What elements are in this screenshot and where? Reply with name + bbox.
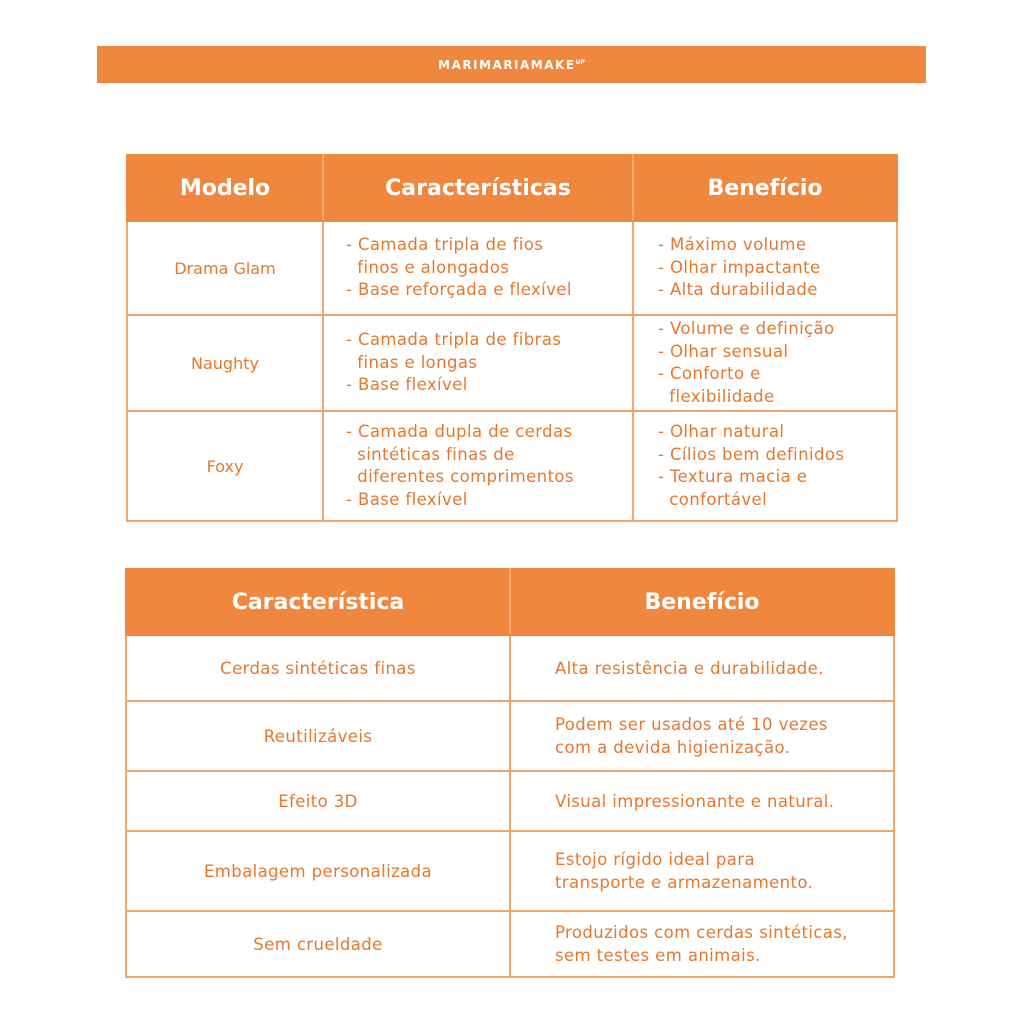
column-header-benefit: Benefício bbox=[633, 155, 897, 221]
characteristic-line: - Base reforçada e flexível bbox=[346, 280, 572, 300]
table-row bbox=[127, 411, 897, 521]
benefit-line: com a devida higienização. bbox=[555, 738, 791, 757]
benefit-line: - Cílios bem definidos bbox=[658, 444, 845, 464]
table-row bbox=[126, 701, 894, 771]
table-header-row bbox=[127, 155, 897, 221]
benefit-line: Estojo rígido ideal para bbox=[555, 850, 755, 869]
characteristic-line: - Base flexível bbox=[346, 489, 468, 509]
characteristic-line: diferentes comprimentos bbox=[346, 467, 574, 486]
benefit-line: transporte e armazenamento. bbox=[555, 873, 814, 892]
table-row bbox=[126, 911, 894, 977]
benefit-line: - Textura macia e bbox=[658, 467, 808, 486]
characteristic-line: - Base flexível bbox=[346, 375, 468, 395]
model-name: Foxy bbox=[127, 411, 323, 521]
characteristic-line: finos e alongados bbox=[346, 257, 510, 277]
benefits-cell bbox=[633, 315, 897, 411]
characteristics-cell bbox=[323, 221, 633, 315]
benefit-cell bbox=[510, 831, 894, 911]
benefit-line: - Alta durabilidade bbox=[658, 280, 818, 300]
benefit-line: flexibilidade bbox=[658, 386, 775, 406]
characteristic-line: - Camada tripla de fibras bbox=[346, 330, 562, 350]
characteristics-cell bbox=[323, 411, 633, 521]
characteristic-line: finas e longas bbox=[346, 352, 478, 372]
table-row bbox=[127, 315, 897, 411]
benefit-cell bbox=[510, 911, 894, 977]
column-header-feature: Característica bbox=[126, 569, 510, 635]
characteristic-line: - Camada dupla de cerdas bbox=[346, 422, 573, 441]
characteristic-line: - Camada tripla de fios bbox=[346, 235, 544, 255]
table-row bbox=[126, 831, 894, 911]
model-name: Naughty bbox=[127, 315, 323, 411]
column-header-model: Modelo bbox=[127, 155, 323, 221]
benefit-line: - Olhar impactante bbox=[658, 257, 821, 277]
benefits-cell bbox=[633, 221, 897, 315]
benefits-cell bbox=[633, 411, 897, 521]
table-header-row bbox=[126, 569, 894, 635]
benefit-cell bbox=[510, 771, 894, 831]
feature-cell: Reutilizáveis bbox=[126, 701, 510, 771]
benefit-line: - Conforto e bbox=[658, 364, 761, 383]
feature-benefit-table bbox=[125, 568, 895, 978]
feature-cell: Embalagem personalizada bbox=[126, 831, 510, 911]
feature-cell: Efeito 3D bbox=[126, 771, 510, 831]
brand-header-bar bbox=[97, 46, 926, 83]
brand-logo: $MARIMARIAMAKE^{UP}$ bbox=[438, 57, 585, 72]
feature-cell: Sem crueldade bbox=[126, 911, 510, 977]
benefit-line: - Olhar sensual bbox=[658, 341, 789, 361]
benefit-line: Visual impressionante e natural. bbox=[555, 791, 835, 811]
benefit-line: Alta resistência e durabilidade. bbox=[555, 658, 824, 678]
table-row bbox=[126, 635, 894, 701]
benefit-line: - Olhar natural bbox=[658, 422, 785, 441]
benefit-line: - Volume e definição bbox=[658, 319, 835, 338]
characteristic-line: sintéticas finas de bbox=[346, 444, 515, 464]
characteristics-cell bbox=[323, 315, 633, 411]
benefit-line: Podem ser usados até 10 vezes bbox=[555, 715, 828, 734]
feature-cell: Cerdas sintéticas finas bbox=[126, 635, 510, 701]
model-name: Drama Glam bbox=[127, 221, 323, 315]
model-comparison-table bbox=[126, 154, 898, 522]
benefit-line: Produzidos com cerdas sintéticas, bbox=[555, 923, 848, 942]
column-header-benefit: Benefício bbox=[510, 569, 894, 635]
benefit-cell bbox=[510, 635, 894, 701]
benefit-line: - Máximo volume bbox=[658, 235, 807, 255]
column-header-characteristics: Características bbox=[323, 155, 633, 221]
benefit-cell bbox=[510, 701, 894, 771]
benefit-line: sem testes em animais. bbox=[555, 946, 761, 965]
benefit-line: confortável bbox=[658, 489, 768, 509]
table-row bbox=[126, 771, 894, 831]
table-row bbox=[127, 221, 897, 315]
